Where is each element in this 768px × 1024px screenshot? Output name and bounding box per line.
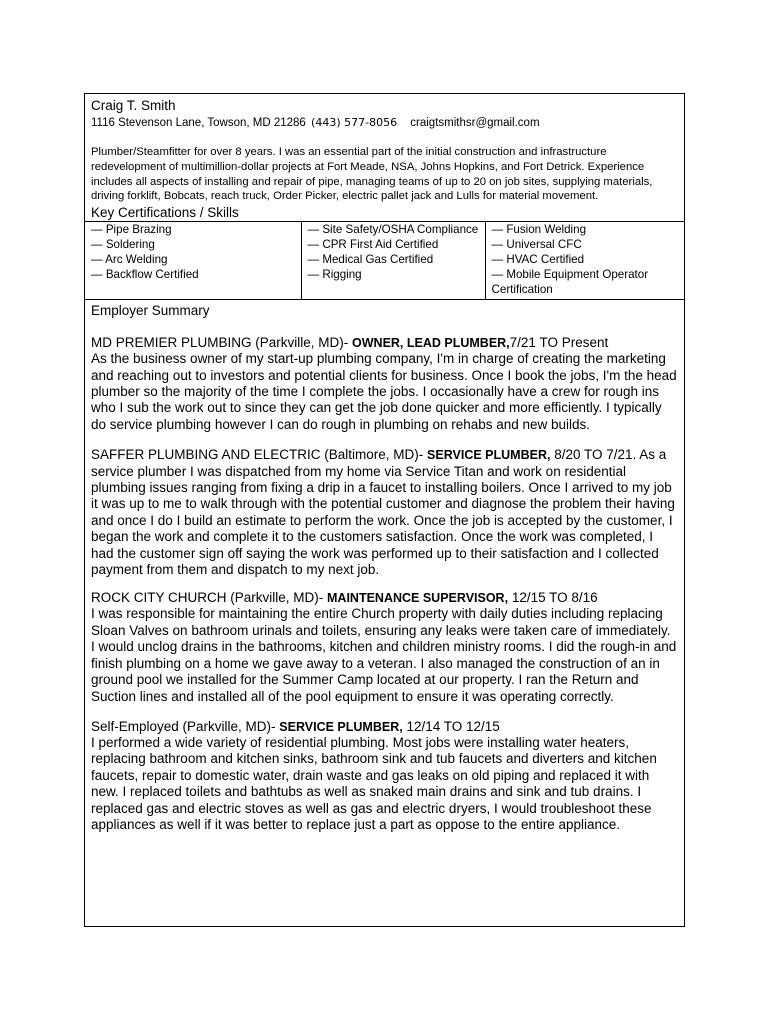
resume-header [85,94,684,204]
job-entry [91,719,678,833]
skill-item: — Medical Gas Certified [307,253,434,267]
job-company: MD PREMIER PLUMBING (Parkville, MD)- [91,335,353,351]
job-entry [91,590,678,704]
job-company: ROCK CITY CHURCH (Parkville, MD)- [91,590,328,606]
address: 1116 Stevenson Lane, Towson, MD 21286 [91,117,306,129]
skill-item: — Soldering [91,238,155,252]
job-role: MAINTENANCE SUPERVISOR, [327,591,509,606]
candidate-name: Craig T. Smith [91,98,176,113]
job-dates: 12/15 TO 8/16 [508,590,598,606]
skill-item: — Arc Welding [91,253,168,267]
job-description: I was responsible for maintaining the entire Church property with daily duties including replacing Sloan Valves on bathroom urinals and toilets, ensuring any leaks were taken care of immediately. I would unclog drains in the bathrooms, kitchen and children ministry rooms. I did the rough-in and finish plumbing on a home we gave away to a veteran. I also managed the construction of an in ground pool we installed for the Summer Camp located at our property. I ran the Return and Suction lines and installed all of the pool equipment to ensure it was operating correctly. [91,606,677,704]
skill-item: — Site Safety/OSHA Compliance [307,223,479,237]
skills-column-3 [485,222,684,300]
skill-item: — Fusion Welding [491,223,587,237]
skill-item: — Backflow Certified [91,268,199,282]
employer-summary [85,302,684,833]
job-role: SERVICE PLUMBER, [427,448,551,463]
contact-line [91,115,678,131]
job-dates: 7/21 TO Present [509,335,609,351]
skill-item: — Mobile Equipment Operator Certification [491,268,649,297]
skill-item: — Rigging [307,268,362,282]
job-text [91,447,678,578]
skills-heading: Key Certifications / Skills [91,205,239,221]
skill-item: — CPR First Aid Certified [307,238,439,252]
skill-item: — Universal CFC [491,238,582,252]
job-heading [91,590,678,606]
job-company: SAFFER PLUMBING AND ELECTRIC (Baltimore, MD)- [91,447,428,463]
professional-summary: Plumber/Steamfitter for over 8 years. I was an essential part of the initial construction and infrastructure redevelopment of multimillion-dollar projects at Fort Meade, NSA, Johns Hopkins, and Fort Detrick. Experience includes all aspects of installing and repair of pipe, managing teams of up to 20 on job sites, supplying materials, driving forklift, Bobcats, reach truck, Order Picker, electric pallet jack and Lulls for material movement. [91,146,653,203]
job-description: As the business owner of my start-up plumbing company, I'm in charge of creating the marketing and reaching out to investors and potential clients for business. Once I book the jobs, I'm the head plumber so the majority of the time I complete the jobs. I occasionally have a crew for rough ins who I sub the work out to since they can get the job done quicker and more efficiently. I typically do service plumbing however I can do rough in plumbing on rehabs and new builds. [91,351,677,432]
skills-column-2 [301,222,485,300]
job-dates: 12/14 TO 12/15 [402,718,500,734]
skill-item: — HVAC Certified [491,253,585,267]
job-dates: 8/20 TO 7/21. [550,447,637,463]
job-heading [91,719,678,735]
resume-page [84,93,685,927]
phone-number: (443) 577-8056 [311,116,398,129]
job-description: I performed a wide variety of residential plumbing. Most jobs were installing water heaters, replacing bathroom and kitchen sinks, bathroom sink and tub faucets and diverters and kitchen faucets, repair to domestic water, drain waste and gas leaks on old piping and replaced it with new. I replaced toilets and bathtubs as well as snaked main drains and sink and tub drains. I replaced gas and electric stoves as well as gas and electric dryers, I would troubleshoot these appliances as well if it was better to replace just a part as oppose to the entire appliance. [91,734,657,832]
job-entry [91,447,678,578]
job-role: OWNER, LEAD PLUMBER, [352,336,510,351]
job-role: SERVICE PLUMBER, [279,719,403,734]
skill-item: — Pipe Brazing [91,223,172,237]
skills-column-1 [85,222,301,300]
job-description: As a service plumber I was dispatched from my home via Service Titan and work on residential plumbing issues ranging from fixing a drip in a faucet to installing boilers. Once I arrived to my job it was up to me to walk through with the potential customer and diagnose the problem their having and once I do I build an estimate to perform the work. Once the job is accepted by the customer, I began the work and complete it to the customers satisfaction. Once the work was completed, I had the customer sign off saying the work was performed up to their satisfaction and I collected payment from them and dispatch to my next job. [91,447,675,578]
job-company: Self-Employed (Parkville, MD)- [91,718,280,734]
job-entry [91,335,678,433]
job-heading [91,335,678,351]
employer-summary-heading: Employer Summary [91,303,210,319]
email-address: craigtsmithsr@gmail.com [410,117,540,129]
skills-table [85,221,684,300]
